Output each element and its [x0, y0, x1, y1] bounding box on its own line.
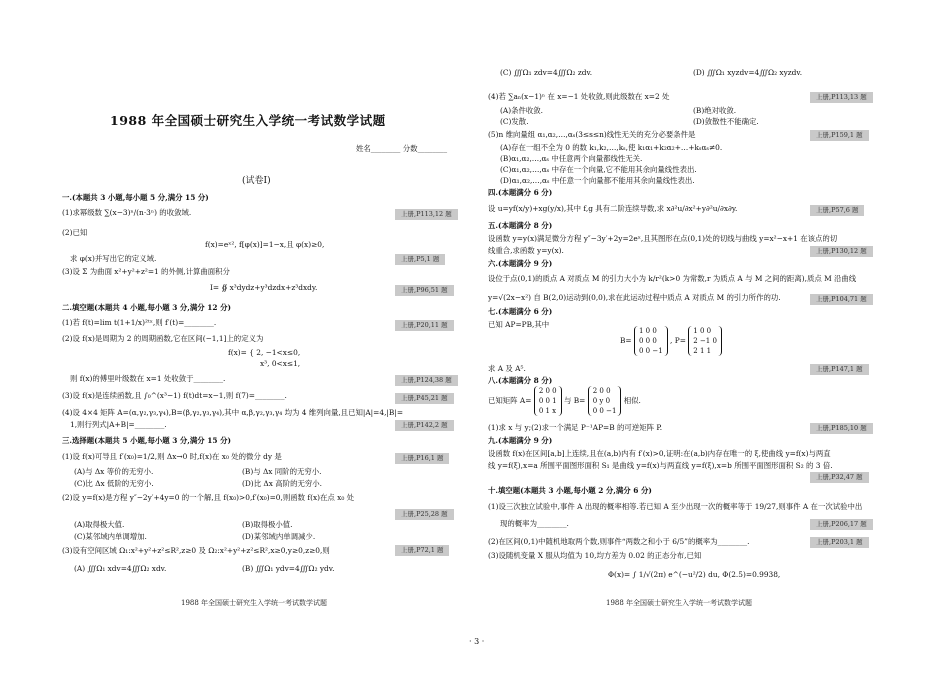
q2-4-line-1: (4)设 4×4 矩阵 A=(α,γ₂,γ₃,γ₄),B=(β,γ₂,γ₃,γ₄),其中 α,β,γ₂,γ₃,γ₄ 均为 4 维列向量,且已知|A|=4,|B|=: [62, 408, 404, 417]
q3-3-option-b: (B) ∭Ω₁ ydv=4∭Ω₂ ydv.: [242, 564, 335, 573]
section-4-header: 四.(本题满分 6 分): [488, 188, 553, 197]
section-7-header: 七.(本题满分 6 分): [488, 307, 553, 316]
ref-tag: 上册,P130,12 题: [810, 246, 873, 257]
ref-tag: 上册,P57,6 题: [810, 205, 864, 216]
q8-matrices: [488, 386, 641, 416]
ref-tag: 上册,P124,38 题: [395, 375, 458, 386]
matrix-row: 0 0 −1: [638, 347, 663, 355]
matrix-a: [534, 386, 562, 416]
q3-4-option-b: (B)绝对收敛.: [693, 106, 737, 115]
matrix-b: [588, 386, 622, 416]
section-1-header: 一.(本题共 3 小题,每小题 5 分,满分 15 分): [62, 193, 209, 202]
q1-3-intro: (3)设 Σ 为曲面 x²+y²+z²=1 的外侧,计算曲面积分: [62, 267, 230, 276]
ref-tag: 上册,P20,11 题: [395, 320, 454, 331]
q7-matrices: [620, 326, 722, 356]
ref-tag: 上册,P206,17 题: [810, 519, 873, 530]
q5-line-2: 线重合,求函数 y=y(x).: [488, 246, 564, 255]
q3-3-option-c: (C) ∭Ω₁ zdv=4∭Ω₂ zdv.: [500, 68, 593, 77]
matrix-row: 0 0 −1: [592, 407, 617, 415]
section-5-header: 五.(本题满分 8 分): [488, 221, 553, 230]
ref-tag: 上册,P142,2 题: [395, 420, 454, 431]
q3-5: (5)n 维向量组 α₁,α₂,…,αₛ(3≤s≤n)线性无关的充分必要条件是: [488, 130, 696, 139]
matrix-row: 0 y 0: [592, 397, 611, 405]
q9-line-1: 设函数 f(x)在区间[a,b]上连续,且在(a,b)内有 f′(x)>0,证明:在(a,b)内存在唯一的 ξ,使曲线 y=f(x)与两直: [488, 449, 831, 458]
q10-3-formula: Φ(x)= ∫ 1/√(2π) e^(−u²/2) du, Φ(2.5)=0.9938,: [608, 570, 781, 579]
q4: 设 u=yf(x/y)+xg(y/x),其中 f,g 具有二阶连续导数,求 x∂²u/∂x²+y∂²u/∂x∂y.: [488, 204, 738, 213]
ref-tag: 上册,P5,1 题: [395, 254, 445, 265]
ref-tag: 上册,P32,47 题: [810, 472, 869, 483]
right-footer: 1988 年全国硕士研究生入学统一考试数学试题: [606, 599, 753, 607]
q3-3-option-d: (D) ∭Ω₁ xyzdv=4∭Ω₂ xyzdv.: [693, 68, 803, 77]
q1-2-intro: (2)已知: [62, 228, 88, 237]
q2-2-intro: (2)设 f(x)是周期为 2 的周期函数,它在区间(−1,1]上的定义为: [62, 334, 264, 343]
q3-1-option-a: (A)与 Δx 等价的无穷小.: [74, 467, 154, 476]
ref-tag: 上册,P113,12 题: [395, 209, 458, 220]
q3-2-option-a: (A)取得极大值.: [74, 520, 125, 529]
q3-5-option-d: (D)α₁,α₂,…,αₛ 中任意一个向量都不能用其余向量线性表出.: [500, 176, 695, 185]
matrix-row: 2 1 1: [693, 347, 712, 355]
matrix-row: 0 0 1: [538, 397, 557, 405]
q7-question: 求 A 及 A⁵.: [488, 364, 526, 373]
q3-4-option-c: (C)发散.: [500, 117, 529, 126]
q3-2-option-d: (D)某邻域内单调减少.: [242, 532, 316, 541]
q2-2-case-2: x³, 0<x≤1,: [260, 359, 301, 368]
ref-tag: 上册,P113,13 题: [810, 92, 873, 103]
matrix-row: 1 0 0: [638, 327, 657, 335]
q7-intro: 已知 AP=PB,其中: [488, 320, 550, 329]
section-6-header: 六.(本题满分 9 分): [488, 259, 553, 268]
matrix-row: 2 0 0: [538, 387, 557, 395]
q3-2-option-b: (B)取得极小值.: [242, 520, 293, 529]
section-2-header: 二.填空题(本题共 4 小题,每小题 3 分,满分 12 分): [62, 303, 231, 312]
q3-5-option-c: (C)α₁,α₂,…,αₛ 中存在一个向量,它不能用其余向量线性表出.: [500, 165, 697, 174]
q2-4-line-2: 1,则行列式|A+B|=________.: [70, 420, 167, 429]
q2-1: (1)若 f(t)=lim t(1+1/x)²ᵗˣ,则 f′(t)=________.: [62, 318, 217, 327]
q1-2-question: 求 φ(x)并写出它的定义域.: [70, 254, 157, 263]
q3-1-option-c: (C)比 Δx 低阶的无穷小.: [74, 479, 154, 488]
q3-1-option-b: (B)与 Δx 同阶的无穷小.: [242, 467, 322, 476]
matrix-row: 1 0 0: [693, 327, 712, 335]
matrix-row: 2 −1 0: [693, 337, 717, 345]
q10-2: (2)在区间(0,1)中随机地取两个数,则事件“两数之和小于 6/5”的概率为________.: [488, 537, 750, 546]
ref-tag: 上册,P104,71 题: [810, 294, 873, 305]
q1-2-formula: f(x)=eˣ², f[φ(x)]=1−x,且 φ(x)≥0,: [205, 240, 325, 249]
q3-5-option-a: (A)存在一组不全为 0 的数 k₁,k₂,…,kₛ,使 k₁α₁+k₂α₂+…+kₛαₛ≠0.: [500, 143, 723, 152]
paper-label: (试卷Ⅰ): [242, 176, 271, 186]
ref-tag: 上册,P45,21 题: [395, 393, 454, 404]
matrix-a-label: 已知矩阵 A=: [488, 396, 532, 405]
name-score-line: 姓名________ 分数________: [356, 144, 448, 153]
ref-tag: 上册,P72,1 题: [395, 545, 449, 556]
matrix-b: [634, 326, 668, 356]
matrix-p-label: , P=: [670, 336, 686, 345]
q3-4-option-a: (A)条件收敛.: [500, 106, 544, 115]
q6-line-1: 设位于点(0,1)的质点 A 对质点 M 的引力大小为 k/r²(k>0 为常数,r 为质点 A 与 M 之间的距离),质点 M 沿曲线: [488, 274, 857, 283]
section-3-header: 三.选择题(本题共 5 小题,每小题 3 分,满分 15 分): [62, 436, 231, 445]
similar-text: 相似.: [623, 396, 641, 405]
ref-tag: 上册,P16,1 题: [395, 453, 449, 464]
section-10-header: 十.填空题(本题共 3 小题,每小题 2 分,满分 6 分): [488, 486, 652, 495]
matrix-row: 2 0 0: [592, 387, 611, 395]
matrix-b-label: 与 B=: [563, 396, 586, 405]
ref-tag: 上册,P147,1 题: [810, 364, 869, 375]
q8-question: (1)求 x 与 y;(2)求一个满足 P⁻¹AP=B 的可逆矩阵 P.: [488, 423, 663, 432]
left-footer: 1988 年全国硕士研究生入学统一考试数学试题: [181, 599, 328, 607]
ref-tag: 上册,P185,10 题: [810, 423, 873, 434]
q10-1-line-2: 现的概率为________.: [500, 519, 569, 528]
q10-1-line-1: (1)设三次独立试验中,事件 A 出现的概率相等.若已知 A 至少出现一次的概率等于 19/27,则事件 A 在一次试验中出: [488, 502, 863, 511]
q3-5-option-b: (B)α₁,α₂,…,αₛ 中任意两个向量都线性无关.: [500, 154, 643, 163]
q5-line-1: 设函数 y=y(x)满足微分方程 y″−3y′+2y=2eˣ,且其图形在点(0,1)处的切线与曲线 y=x²−x+1 在该点的切: [488, 234, 838, 243]
q2-3: (3)设 f(x)是连续函数,且 ∫₀^(x³−1) f(t)dt=x−1,则 f(7)=________.: [62, 391, 287, 400]
q1-1: (1)求幂级数 ∑(x−3)ⁿ/(n·3ⁿ) 的收敛域.: [62, 208, 192, 217]
q3-1: (1)设 f(x)可导且 f′(x₀)=1/2,则 Δx→0 时,f(x)在 x₀ 处的微分 dy 是: [62, 452, 282, 461]
ref-tag: 上册,P203,1 题: [810, 537, 869, 548]
page-number: · 3 ·: [469, 637, 485, 646]
q3-3-option-a: (A) ∭Ω₁ xdv=4∭Ω₂ xdv.: [74, 564, 167, 573]
matrix-p: [688, 326, 722, 356]
q3-4: (4)若 ∑aₙ(x−1)ⁿ 在 x=−1 处收敛,则此级数在 x=2 处: [488, 92, 670, 101]
q2-2-question: 则 f(x)的傅里叶级数在 x=1 处收敛于________.: [70, 374, 226, 383]
ref-tag: 上册,P96,51 题: [395, 285, 454, 296]
matrix-b-label: B=: [620, 336, 632, 345]
ref-tag: 上册,P25,28 题: [395, 509, 454, 520]
matrix-row: 0 1 x: [538, 407, 557, 415]
ref-tag: 上册,P159,1 题: [810, 130, 869, 141]
q2-2-case-1: f(x)= { 2, −1<x≤0,: [228, 348, 301, 357]
q3-3: (3)设有空间区域 Ω₁:x²+y²+z²≤R²,z≥0 及 Ω₂:x²+y²+z²≤R²,x≥0,y≥0,z≥0,则: [62, 546, 330, 555]
q10-3-intro: (3)设随机变量 X 服从均值为 10,均方差为 0.02 的正态分布,已知: [488, 551, 702, 560]
matrix-row: 0 0 0: [638, 337, 657, 345]
q3-2-option-c: (C)某邻域内单调增加.: [74, 532, 147, 541]
q3-2: (2)设 y=f(x)是方程 y″−2y′+4y=0 的一个解,且 f(x₀)>0,f′(x₀)=0,则函数 f(x)在点 x₀ 处: [62, 493, 355, 502]
q9-line-2: 线 y=f(ξ),x=a 所围平面图形面积 S₁ 是曲线 y=f(x)与两直线 y=f(ξ),x=b 所围平面图形面积 S₂ 的 3 倍.: [488, 461, 833, 470]
section-8-header: 八.(本题满分 8 分): [488, 376, 553, 385]
q6-line-2: y=√(2x−x²) 自 B(2,0)运动到(0,0),求在此运动过程中质点 A 对质点 M 的引力所作的功.: [488, 293, 781, 302]
section-9-header: 九.(本题满分 9 分): [488, 436, 553, 445]
q3-4-option-d: (D)敛散性不能确定.: [693, 117, 759, 126]
q3-1-option-d: (D)比 Δx 高阶的无穷小.: [242, 479, 322, 488]
q1-3-formula: I= ∯ x³dydz+y³dzdx+z³dxdy.: [210, 283, 318, 292]
exam-title: 1988 年全国硕士研究生入学统一考试数学试题: [110, 113, 386, 128]
